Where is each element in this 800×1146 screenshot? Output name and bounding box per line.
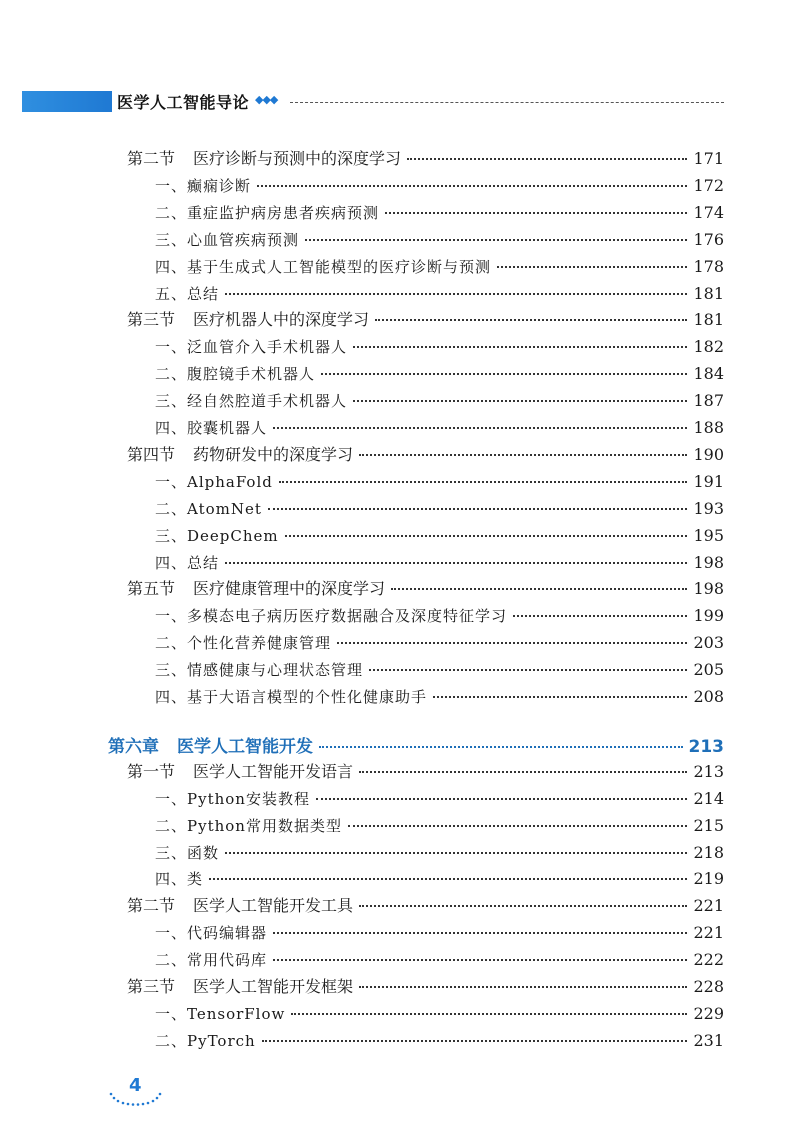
toc-entry-title: 医学人工智能开发工具 xyxy=(193,896,354,916)
toc-entry-title: 医学人工智能开发语言 xyxy=(193,761,354,781)
toc-item-row xyxy=(155,603,724,629)
toc-leader-dots xyxy=(279,469,688,483)
toc-entry-title: 医疗诊断与预测中的深度学习 xyxy=(193,149,402,168)
toc-entry-title: 四、基于大语言模型的个性化健康助手 xyxy=(155,688,428,706)
toc-entry-page: 215 xyxy=(693,815,724,835)
toc-entry-title: 二、常用代码库 xyxy=(155,951,268,970)
toc-item-row xyxy=(155,684,724,710)
toc-entry-title: 二、Python常用数据类型 xyxy=(155,816,342,835)
toc-entry-title: 三、情感健康与心理状态管理 xyxy=(155,661,364,680)
toc-item-row xyxy=(155,200,724,226)
toc-item-row xyxy=(155,550,724,576)
toc-leader-dots xyxy=(375,307,687,321)
toc-entry-label xyxy=(155,254,491,280)
toc-item-row xyxy=(155,786,724,812)
toc-entry-page: 188 xyxy=(693,418,724,437)
toc-entry-label xyxy=(155,550,219,576)
toc-entry-page: 182 xyxy=(693,337,724,357)
page-number-decoration-icon xyxy=(108,1092,166,1106)
toc-entry-label xyxy=(155,415,267,441)
toc-leader-dots xyxy=(359,759,687,773)
toc-entry-page: 198 xyxy=(693,579,724,599)
toc-item-row xyxy=(155,173,724,199)
toc-leader-dots xyxy=(359,974,687,988)
toc-entry-label xyxy=(127,893,353,919)
toc-leader-dots xyxy=(262,1028,688,1042)
toc-leader-dots xyxy=(497,254,687,268)
toc-item-row xyxy=(155,657,724,683)
toc-entry-number: 第一节 xyxy=(127,761,176,781)
toc-entry-page: 178 xyxy=(693,256,724,276)
header-diamonds-icon: ◆◆◆ xyxy=(255,93,278,106)
toc-item-row xyxy=(155,388,724,414)
toc-leader-dots xyxy=(319,734,683,748)
toc-item-row xyxy=(155,469,724,495)
toc-entry-page: 218 xyxy=(693,842,724,862)
toc-entry-page: 219 xyxy=(693,869,724,889)
toc-entry-page: 229 xyxy=(693,1003,724,1023)
header-rule xyxy=(290,102,724,103)
toc-entry-page: 191 xyxy=(693,471,724,491)
toc-entry-title: 二、重症监护病房患者疾病预测 xyxy=(155,203,380,222)
toc-entry-title: 三、经自然腔道手术机器人 xyxy=(155,392,348,411)
toc-entry-page: 203 xyxy=(693,633,724,653)
toc-entry-title: 一、AlphaFold xyxy=(155,472,273,491)
toc-item-row xyxy=(155,866,724,892)
toc-entry-label xyxy=(155,684,427,710)
toc-entry-title: 二、腹腔镜手术机器人 xyxy=(155,365,316,384)
toc-entry-label xyxy=(155,173,251,199)
toc-leader-dots xyxy=(225,550,687,564)
toc-entry-title: 药物研发中的深度学习 xyxy=(193,444,354,464)
toc-entry-label xyxy=(155,227,299,253)
toc-entry-label xyxy=(127,146,401,172)
toc-entry-page: 184 xyxy=(693,364,724,384)
toc-entry-label xyxy=(155,361,315,387)
toc-entry-title: 一、TensorFlow xyxy=(155,1004,286,1023)
toc-entry-label xyxy=(127,442,353,468)
header-bar xyxy=(22,91,112,112)
toc-entry-label xyxy=(155,813,342,839)
toc-entry-label xyxy=(155,920,267,946)
toc-entry-title: 医学人工智能开发框架 xyxy=(193,977,354,996)
toc-entry-title: 四、总结 xyxy=(155,553,220,572)
toc-entry-page: 181 xyxy=(693,310,724,330)
toc-entry-title: 一、Python安装教程 xyxy=(155,789,310,808)
toc-entry-title: 医学人工智能开发 xyxy=(177,736,313,757)
toc-leader-dots xyxy=(316,786,688,800)
toc-entry-number: 第四节 xyxy=(127,444,176,464)
toc-entry-label xyxy=(127,974,353,1000)
toc-entry-number: 第二节 xyxy=(127,149,176,168)
toc-item-row xyxy=(155,254,724,280)
toc-leader-dots xyxy=(385,200,687,214)
toc-leader-dots xyxy=(257,173,687,187)
toc-entry-page: 213 xyxy=(688,736,724,757)
toc-entry-page: 176 xyxy=(693,229,724,249)
toc-entry-label xyxy=(155,1028,256,1054)
toc-section-row xyxy=(127,576,724,602)
toc-leader-dots xyxy=(285,523,688,537)
toc-entry-title: 二、PyTorch xyxy=(155,1031,256,1050)
toc-item-row xyxy=(155,1001,724,1027)
toc-entry-title: 四、胶囊机器人 xyxy=(155,419,268,437)
toc-entry-label xyxy=(155,786,310,812)
toc-entry-label xyxy=(155,630,331,656)
toc-leader-dots xyxy=(273,947,687,961)
book-title: 医学人工智能导论 xyxy=(117,93,250,112)
toc-entry-title: 二、AtomNet xyxy=(155,499,262,518)
toc-leader-dots xyxy=(513,603,687,617)
toc-leader-dots xyxy=(225,281,687,295)
toc-item-row xyxy=(155,361,724,387)
toc-leader-dots xyxy=(273,920,687,934)
toc-item-row xyxy=(155,415,724,441)
toc-entry-label xyxy=(155,603,507,629)
toc-item-row xyxy=(155,840,724,866)
toc-entry-page: 214 xyxy=(693,788,724,808)
toc-entry-page: 198 xyxy=(693,552,724,572)
toc-entry-title: 一、癫痫诊断 xyxy=(155,176,252,195)
toc-entry-label xyxy=(155,657,363,683)
toc-entry-label xyxy=(155,1001,285,1027)
toc-entry-page: 205 xyxy=(693,660,724,680)
toc-entry-label xyxy=(127,576,385,602)
toc-leader-dots xyxy=(359,442,687,456)
toc-entry-label xyxy=(127,759,353,785)
toc-entry-page: 199 xyxy=(693,606,724,626)
toc-entry-page: 195 xyxy=(693,525,724,545)
toc-leader-dots xyxy=(305,227,687,241)
toc-entry-label xyxy=(155,947,267,973)
toc-item-row xyxy=(155,920,724,946)
toc-section-row xyxy=(127,974,724,1000)
toc-leader-dots xyxy=(225,840,687,854)
toc-entry-title: 二、个性化营养健康管理 xyxy=(155,634,332,653)
toc-entry-number: 第三节 xyxy=(127,310,176,330)
toc-entry-number: 第二节 xyxy=(127,896,176,916)
toc-entry-label xyxy=(155,334,347,360)
toc-item-row xyxy=(155,813,724,839)
toc-entry-label xyxy=(155,200,379,226)
toc-item-row xyxy=(155,630,724,656)
toc-leader-dots xyxy=(353,388,687,402)
toc-entry-page: 221 xyxy=(693,896,724,916)
toc-entry-title: 一、多模态电子病历医疗数据融合及深度特征学习 xyxy=(155,607,508,626)
toc-item-row xyxy=(155,1028,724,1054)
toc-entry-title: 三、心血管疾病预测 xyxy=(155,230,300,249)
toc-leader-dots xyxy=(348,813,688,827)
toc-item-row xyxy=(155,334,724,360)
toc-item-row xyxy=(155,227,724,253)
toc-entry-label xyxy=(155,866,203,892)
toc-entry-page: 172 xyxy=(693,175,724,195)
toc-entry-title: 三、函数 xyxy=(155,843,220,862)
toc-leader-dots xyxy=(273,415,687,429)
toc-section-row xyxy=(127,442,724,468)
toc-chapter-row xyxy=(108,734,724,760)
toc-entry-label xyxy=(127,307,369,333)
toc-leader-dots xyxy=(291,1001,687,1015)
toc-entry-title: 医疗机器人中的深度学习 xyxy=(193,310,370,330)
toc-entry-page: 228 xyxy=(693,977,724,996)
toc-item-row xyxy=(155,523,724,549)
toc-leader-dots xyxy=(391,576,687,590)
toc-leader-dots xyxy=(353,334,687,348)
toc-entry-page: 181 xyxy=(693,283,724,303)
toc-item-row xyxy=(155,281,724,307)
toc-entry-title: 五、总结 xyxy=(155,284,220,303)
toc-entry-number: 第五节 xyxy=(127,579,176,599)
toc-leader-dots xyxy=(268,496,688,510)
toc-section-row xyxy=(127,759,724,785)
toc-section-row xyxy=(127,307,724,333)
toc-leader-dots xyxy=(407,146,687,160)
toc-section-row xyxy=(127,146,724,172)
toc-entry-page: 231 xyxy=(693,1030,724,1050)
toc-leader-dots xyxy=(369,657,687,671)
toc-leader-dots xyxy=(359,893,687,907)
page-number: 4 xyxy=(129,1075,142,1096)
toc-item-row xyxy=(155,947,724,973)
toc-entry-page: 174 xyxy=(693,202,724,222)
toc-section-row xyxy=(127,893,724,919)
toc-entry-label xyxy=(155,496,262,522)
toc-entry-title: 四、类 xyxy=(155,870,204,889)
toc-entry-number: 第六章 xyxy=(108,736,159,757)
toc-entry-page: 221 xyxy=(693,923,724,943)
toc-entry-label xyxy=(155,523,279,549)
toc-leader-dots xyxy=(433,684,687,698)
toc-entry-page: 171 xyxy=(693,149,724,168)
toc-entry-label xyxy=(108,734,313,760)
toc-entry-title: 三、DeepChem xyxy=(155,526,279,545)
toc-leader-dots xyxy=(321,361,687,375)
toc-leader-dots xyxy=(209,866,687,880)
toc-entry-page: 193 xyxy=(693,498,724,518)
toc-entry-page: 208 xyxy=(693,687,724,706)
toc-entry-page: 187 xyxy=(693,391,724,411)
toc-entry-label xyxy=(155,388,347,414)
toc-entry-label xyxy=(155,281,219,307)
toc-entry-title: 医疗健康管理中的深度学习 xyxy=(193,579,386,599)
toc-entry-label xyxy=(155,469,273,495)
toc-entry-page: 190 xyxy=(693,444,724,464)
toc-item-row xyxy=(155,496,724,522)
toc-entry-label xyxy=(155,840,219,866)
toc-entry-title: 一、代码编辑器 xyxy=(155,924,268,943)
toc-leader-dots xyxy=(337,630,687,644)
toc-entry-number: 第三节 xyxy=(127,977,176,996)
toc-entry-title: 四、基于生成式人工智能模型的医疗诊断与预测 xyxy=(155,257,492,276)
toc-entry-page: 213 xyxy=(693,761,724,781)
toc-entry-page: 222 xyxy=(693,950,724,970)
toc-entry-title: 一、泛血管介入手术机器人 xyxy=(155,338,348,357)
